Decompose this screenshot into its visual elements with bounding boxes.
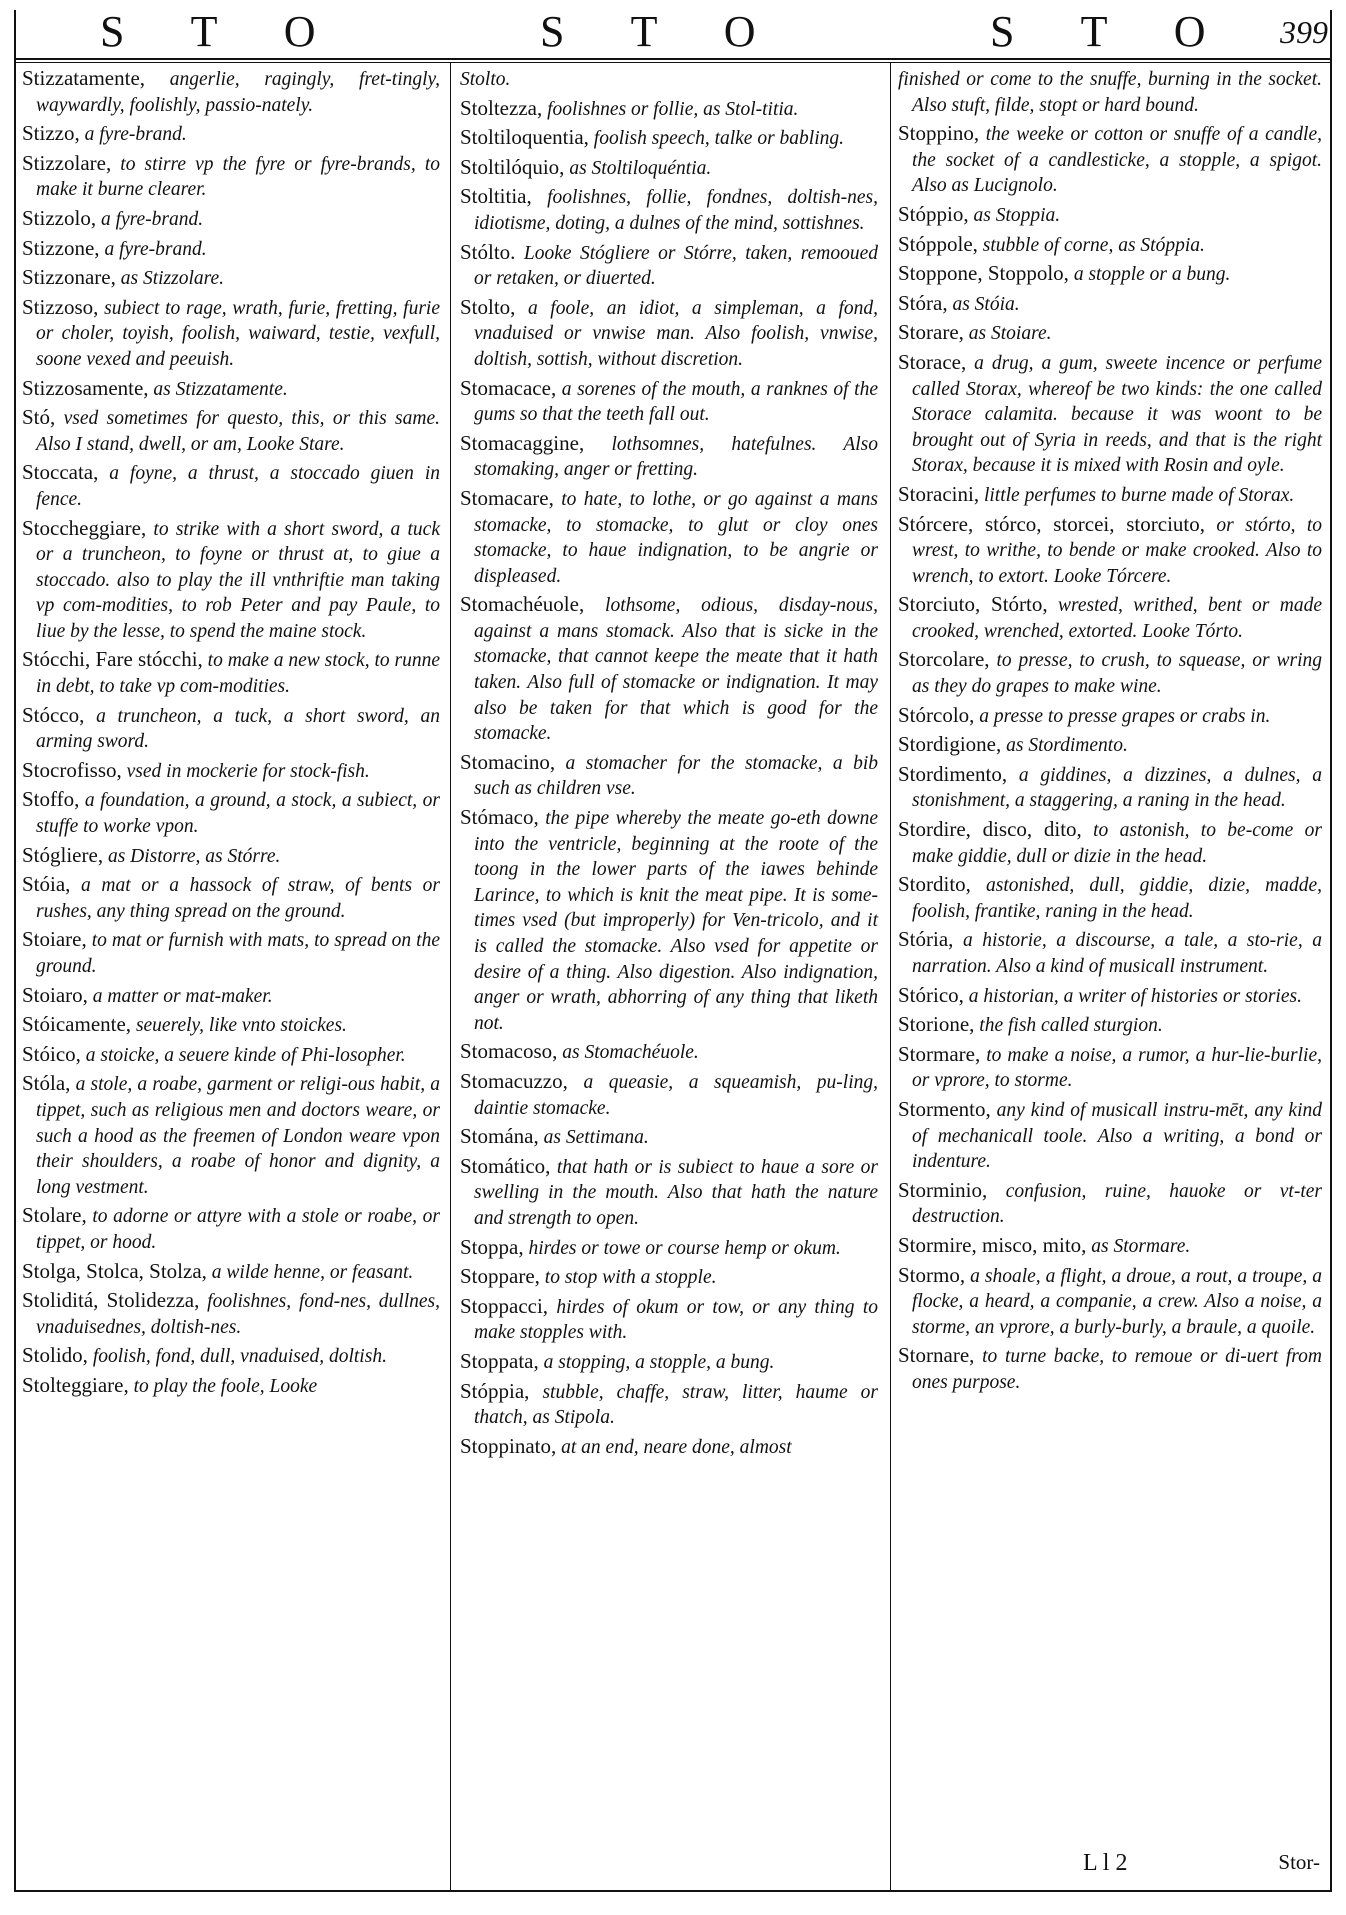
entry-definition: or stórto, to wrest, to writhe, to bende or make crooked. Also to wrench, to extort. Looke Tórcere. — [912, 514, 1322, 587]
entry-headword: Stolga, Stolca, Stolza, — [22, 1258, 207, 1283]
entry-headword: Stoliditá, Stolidezza, — [22, 1288, 200, 1313]
running-head-1: S T O — [100, 7, 344, 56]
dictionary-entry — [22, 516, 440, 645]
entry-headword: Stoppata, — [460, 1348, 539, 1373]
dictionary-entry — [898, 732, 1322, 759]
entry-definition: a foundation, a ground, a stock, a subiect, or stuffe to worke vpon. — [36, 790, 440, 838]
frame-right-rule — [1330, 10, 1332, 1892]
dictionary-entry — [460, 376, 878, 428]
dictionary-entry — [898, 121, 1322, 199]
entry-definition: a fyre-brand. — [96, 208, 204, 230]
entry-headword: Stordito, — [898, 872, 971, 897]
entry-headword: Stóppia, — [460, 1378, 530, 1403]
entry-definition: to turne backe, to remoue or di-uert from ones purpose. — [912, 1346, 1322, 1393]
entry-headword: Stordigione, — [898, 732, 1002, 757]
entry-headword: Stó, — [22, 405, 56, 430]
entry-headword: Stizzo, — [22, 121, 80, 146]
entry-definition: vsed in mockerie for stock-fish. — [121, 760, 370, 782]
entry-definition: to make a new stock, to runne in debt, to take vp com-modities. — [36, 650, 440, 698]
header-rule — [14, 58, 1332, 60]
dictionary-entry — [22, 265, 440, 292]
entry-headword: Stóicamente, — [22, 1012, 132, 1037]
header-rule-inner — [14, 62, 1332, 63]
entry-headword: Stizzoso, — [22, 294, 99, 319]
entry-definition: a foole, an idiot, a simpleman, a fond, vnaduised or vnwise man. Also foolish, vnwise, doltish, sottish, without discretion. — [474, 297, 878, 370]
dictionary-entry — [22, 405, 440, 457]
running-head-2: S T O — [540, 7, 784, 56]
entry-definition: a historie, a discourse, a tale, a sto-rie, a narration. Also a kind of musicall instrument. — [912, 930, 1322, 977]
column-2 — [460, 66, 878, 1463]
entry-headword: Stoppa, — [460, 1234, 524, 1259]
entry-headword: Stóia, — [22, 872, 71, 897]
dictionary-entry — [22, 647, 440, 699]
entry-definition: Stolto. — [460, 69, 511, 90]
entry-definition: stubble of corne, as Stóppia. — [977, 234, 1205, 256]
entry-headword: Stócco, — [22, 702, 85, 727]
entry-definition: a fyre-brand. — [99, 238, 207, 260]
dictionary-entry — [22, 1012, 440, 1039]
entry-headword: Stordimento, — [898, 761, 1008, 786]
dictionary-entry — [460, 805, 878, 1036]
entry-headword: Storione, — [898, 1012, 975, 1037]
entry-headword: Stoppinato, — [460, 1433, 557, 1458]
entry-headword: Stóla, — [22, 1071, 71, 1096]
entry-definition: any kind of musicall instru-mēt, any kind of mechanicall toole. Also a writing, a bond or indenture. — [912, 1099, 1322, 1173]
entry-definition: to stirre vp the fyre or fyre-brands, to make it burne clearer. — [36, 153, 440, 201]
entry-headword: Stornare, — [898, 1343, 975, 1368]
entry-headword: Stoltezza, — [460, 95, 543, 120]
entry-headword: Stóra, — [898, 290, 948, 315]
dictionary-entry — [898, 872, 1322, 924]
entry-definition: a fyre-brand. — [79, 124, 187, 146]
entry-headword: Storminio, — [898, 1177, 988, 1202]
dictionary-entry — [460, 1235, 878, 1262]
entry-headword: Stizzonare, — [22, 265, 116, 290]
dictionary-entry — [898, 1178, 1322, 1230]
entry-headword: Stomacare, — [460, 485, 554, 510]
dictionary-entry — [898, 1042, 1322, 1094]
entry-headword: Storace, — [898, 349, 967, 374]
entry-headword: Stórico, — [898, 982, 964, 1007]
entry-headword: Stizzatamente, — [22, 66, 146, 90]
dictionary-entry — [460, 1039, 878, 1066]
entry-definition: to presse, to crush, to squease, or wring as they do grapes to make wine. — [912, 650, 1322, 698]
page-number: 399 — [1280, 14, 1328, 50]
entry-definition: foolishnes or follie, as Stol-titia. — [542, 98, 799, 120]
dictionary-entry — [22, 1042, 440, 1069]
entry-headword: Stócchi, Fare stócchi, — [22, 647, 203, 672]
dictionary-entry — [22, 295, 440, 373]
footer-rule — [14, 1890, 1332, 1892]
dictionary-entry — [898, 647, 1322, 699]
entry-headword: Stóico, — [22, 1041, 81, 1066]
entry-definition: a foyne, a thrust, a stoccado giuen in fence. — [36, 463, 440, 510]
entry-definition: to make a noise, a rumor, a hur-lie-burlie, or vprore, to storme. — [912, 1044, 1322, 1092]
entry-definition: lothsome, odious, disday-nous, against a mans stomack. Also that is sicke in the stomacke, that cannot keepe the meate that it hath taken. Also full of stomacke or indignation. It may also be taken for that which is good for the stomacke. — [474, 595, 878, 745]
entry-definition: stubble, chaffe, straw, litter, haume or thatch, as Stipola. — [474, 1381, 878, 1429]
dictionary-entry — [460, 240, 878, 292]
entry-headword: Stoppare, — [460, 1264, 540, 1289]
dictionary-entry — [898, 202, 1322, 229]
entry-headword: Stórcolo, — [898, 702, 975, 727]
entry-definition: the weeke or cotton or snuffe of a candle, the socket of a candlesticke, a stopple, a spigot. Also as Lucignolo. — [912, 124, 1322, 197]
entry-headword: Stomacoso, — [460, 1039, 558, 1064]
dictionary-entry — [460, 1349, 878, 1376]
dictionary-entry — [22, 1203, 440, 1255]
entry-definition: as Stomachéuole. — [557, 1042, 699, 1064]
entry-definition: at an end, neare done, almost — [556, 1436, 792, 1458]
dictionary-entry — [898, 817, 1322, 869]
dictionary-entry — [460, 66, 878, 93]
entry-headword: Stolto, — [460, 294, 516, 319]
dictionary-entry — [22, 1343, 440, 1370]
entry-definition: as Stóia. — [947, 293, 1020, 315]
dictionary-entry — [460, 125, 878, 152]
dictionary-entry — [898, 983, 1322, 1010]
entry-headword: Stoiaro, — [22, 982, 88, 1007]
dictionary-entry — [22, 1288, 440, 1340]
dictionary-entry — [22, 460, 440, 512]
entry-definition: to stop with a stopple. — [539, 1267, 717, 1289]
entry-headword: Stocrofisso, — [22, 757, 122, 782]
dictionary-entry — [22, 787, 440, 839]
dictionary-entry — [460, 1154, 878, 1232]
entry-headword: Stoltilóquio, — [460, 154, 565, 179]
column-3 — [898, 66, 1322, 1399]
column-divider-2 — [890, 62, 891, 1890]
entry-definition: lothsomnes, hatefulnes. Also stomaking, anger or fretting. — [474, 433, 878, 481]
dictionary-entry — [22, 206, 440, 233]
entry-definition: the fish called sturgion. — [974, 1015, 1163, 1037]
entry-headword: Stomacace, — [460, 375, 557, 400]
dictionary-entry — [898, 1263, 1322, 1341]
dictionary-entry — [22, 843, 440, 870]
dictionary-entry — [898, 762, 1322, 814]
entry-definition: as Stoltiloquéntia. — [564, 157, 712, 179]
dictionary-entry — [898, 512, 1322, 590]
entry-headword: Stória, — [898, 927, 954, 952]
entry-headword: Stoppone, Stoppolo, — [898, 261, 1069, 286]
entry-definition: to adorne or attyre with a stole or roabe, or tippet, or hood. — [36, 1206, 440, 1253]
entry-definition: a historian, a writer of histories or stories. — [963, 985, 1302, 1007]
entry-definition: that hath or is subiect to haue a sore or swelling in the mouth. Also that hath the nature and strength to open. — [474, 1156, 878, 1229]
column-1 — [22, 66, 440, 1403]
dictionary-entry — [22, 1071, 440, 1200]
entry-definition: seuerely, like vnto stoickes. — [131, 1015, 347, 1037]
entry-definition: foolishnes, follie, fondnes, doltish-nes, idiotisme, doting, a dulnes of the mind, sottishnes. — [474, 187, 878, 234]
entry-definition: a shoale, a flight, a droue, a rout, a troupe, a flocke, a heard, a companie, a crew. Also a noise, a storme, an vprore, a burly-burly, a braule, a quoile. — [912, 1265, 1322, 1338]
entry-headword: Stómaco, — [460, 805, 539, 830]
catchword: Stor- — [1278, 1850, 1320, 1874]
entry-headword: Stóppole, — [898, 231, 978, 256]
entry-definition: to strike with a short sword, a tuck or a truncheon, to foyne or thrust at, to giue a stoccado. also to play the ill vnthriftie man taking vp com-modities, to rob Peter and pay Paule, to liue by the lesse, to spend the maine stock. — [36, 518, 440, 642]
dictionary-entry — [898, 232, 1322, 259]
dictionary-entry — [898, 291, 1322, 318]
entry-headword: Stomático, — [460, 1153, 551, 1178]
entry-definition: as Stordimento. — [1001, 735, 1128, 757]
entry-headword: Stoppino, — [898, 121, 980, 146]
entry-headword: Stolteggiare, — [22, 1372, 129, 1397]
dictionary-entry — [22, 1259, 440, 1286]
dictionary-entry — [22, 121, 440, 148]
entry-definition: subiect to rage, wrath, furie, fretting, furie or choler, toyish, foolish, waiward, testie, vexfull, soone vexed and peeuish. — [36, 297, 440, 370]
dictionary-entry — [898, 261, 1322, 288]
entry-definition: foolish speech, talke or babling. — [588, 128, 845, 150]
dictionary-entry — [898, 1343, 1322, 1395]
dictionary-entry — [22, 703, 440, 755]
entry-definition: a wilde henne, or feasant. — [206, 1261, 414, 1283]
entry-headword: Stormo, — [898, 1262, 966, 1287]
entry-definition: as Distorre, as Stórre. — [103, 845, 281, 867]
entry-definition: a stopping, a stopple, a bung. — [538, 1351, 775, 1373]
entry-headword: Stoffo, — [22, 787, 80, 812]
dictionary-entry — [460, 1124, 878, 1151]
dictionary-entry — [460, 1434, 878, 1461]
entry-definition: as Stizzolare. — [115, 268, 225, 290]
entry-definition: a stopple or a bung. — [1068, 264, 1231, 286]
entry-definition: finished or come to the snuffe, burning in the socket. Also stuft, filde, stopt or hard bound. — [898, 69, 1322, 116]
dictionary-entry — [22, 927, 440, 979]
entry-definition: as Stizzatamente. — [148, 378, 288, 400]
entry-definition: to mat or furnish with mats, to spread on the ground. — [36, 930, 440, 977]
frame-left-rule — [14, 10, 16, 1892]
entry-definition: wrested, writhed, bent or made crooked, wrenched, extorted. Looke Tórto. — [912, 595, 1322, 642]
entry-definition: the pipe whereby the meate go-eth downe into the ventricle, beginning at the roote of the toong in the lower parts of the iawes behinde Larince, to which is knit the meat pipe. It is some-times vsed (but improperly) for Ven-tricolo, and it is called the stomacke. Also vsed for appetite or desire of a thing. Also digestion. Also indignation, anger or wrath, abhorring of any thing that liketh not. — [474, 808, 878, 1034]
entry-headword: Stoccata, — [22, 460, 99, 485]
dictionary-entry — [898, 66, 1322, 118]
entry-definition: a stomacher for the stomacke, a bib such as children vse. — [474, 752, 878, 800]
entry-headword: Storare, — [898, 320, 964, 345]
entry-headword: Stizzosamente, — [22, 375, 149, 400]
entry-definition: Looke Stógliere or Stórre, taken, remooued or retaken, or diuerted. — [474, 242, 878, 290]
entry-headword: Stordire, disco, dito, — [898, 817, 1082, 842]
entry-headword: Stolido, — [22, 1343, 88, 1368]
entry-headword: Stoccheggiare, — [22, 515, 147, 540]
entry-definition: as Settimana. — [538, 1127, 649, 1149]
entry-headword: Stizzolo, — [22, 205, 97, 230]
entry-headword: Stomacaggine, — [460, 430, 585, 455]
entry-headword: Storcolare, — [898, 647, 990, 672]
dictionary-entry — [898, 1097, 1322, 1175]
dictionary-entry — [22, 983, 440, 1010]
entry-headword: Storacini, — [898, 481, 980, 506]
entry-definition: astonished, dull, giddie, dizie, madde, foolish, frantike, raning in the head. — [912, 875, 1322, 922]
entry-definition: to hate, to lothe, or go against a mans stomacke, to stomacke, to glut or cloy ones stomacke, to haue indignation, to be angrie or displeased. — [474, 488, 878, 587]
dictionary-entry — [22, 376, 440, 403]
dictionary-entry — [898, 703, 1322, 730]
entry-headword: Stógliere, — [22, 842, 104, 867]
dictionary-entry — [22, 872, 440, 924]
entry-definition: to play the foole, Looke — [128, 1375, 318, 1397]
entry-definition: a matter or mat-maker. — [87, 985, 273, 1007]
entry-definition: a giddines, a dizzines, a dulnes, a stonishment, a staggering, a raning in the head. — [912, 764, 1322, 812]
dictionary-entry — [460, 486, 878, 589]
entry-definition: a truncheon, a tuck, a short sword, an arming sword. — [36, 705, 440, 753]
entry-headword: Stormare, — [898, 1041, 981, 1066]
entry-definition: to astonish, to be-come or make giddie, dull or dizie in the head. — [912, 820, 1322, 867]
entry-definition: vsed sometimes for questo, this, or this same. Also I stand, dwell, or am, Looke Stare. — [36, 408, 440, 455]
dictionary-entry — [22, 151, 440, 203]
dictionary-entry — [22, 758, 440, 785]
entry-headword: Stomána, — [460, 1124, 539, 1149]
entry-headword: Stoltitia, — [460, 184, 532, 209]
entry-headword: Stórcere, stórco, storcei, storciuto, — [898, 511, 1205, 536]
dictionary-entry — [460, 431, 878, 483]
dictionary-entry — [22, 236, 440, 263]
entry-definition: a queasie, a squeamish, pu-ling, daintie stomacke. — [474, 1071, 878, 1119]
entry-definition: as Stoiare. — [963, 323, 1052, 345]
dictionary-entry — [22, 1373, 440, 1400]
entry-definition: foolishnes, fond-nes, dullnes, vnaduisednes, doltish-nes. — [36, 1291, 440, 1338]
column-divider-1 — [450, 62, 451, 1890]
entry-headword: Stormento, — [898, 1096, 991, 1121]
page-footer — [898, 1850, 1322, 1884]
dictionary-entry — [898, 927, 1322, 979]
entry-headword: Storciuto, Stórto, — [898, 592, 1048, 617]
entry-definition: a stole, a roabe, garment or religi-ous habit, a tippet, such as religious men and doctors weare, or such a hood as the freemen of London weare vpon their shoulders, a roabe of honor and dignity, a long vestment. — [36, 1074, 440, 1198]
entry-headword: Stoltiloquentia, — [460, 125, 589, 150]
dictionary-entry — [460, 592, 878, 747]
entry-headword: Stólto. — [460, 239, 516, 264]
dictionary-entry — [898, 350, 1322, 479]
dictionary-entry — [898, 592, 1322, 644]
dictionary-entry — [22, 66, 440, 118]
dictionary-entry — [898, 320, 1322, 347]
entry-definition: little perfumes to burne made of Storax. — [979, 484, 1295, 506]
entry-definition: a presse to presse grapes or crabs in. — [974, 705, 1271, 727]
entry-definition: confusion, ruine, hauoke or vt-ter destruction. — [912, 1180, 1322, 1228]
dictionary-entry — [898, 482, 1322, 509]
running-head-3: S T O — [990, 7, 1234, 56]
entry-headword: Stomachéuole, — [460, 592, 585, 617]
entry-headword: Stizzolare, — [22, 150, 112, 175]
entry-headword: Stoiare, — [22, 927, 87, 952]
entry-headword: Stóppio, — [898, 201, 969, 226]
entry-definition: hirdes or towe or course hemp or okum. — [523, 1237, 841, 1259]
dictionary-entry — [898, 1012, 1322, 1039]
dictionary-entry — [898, 1233, 1322, 1260]
entry-headword: Stoppacci, — [460, 1293, 549, 1318]
dictionary-entry — [460, 155, 878, 182]
dictionary-entry — [460, 96, 878, 123]
dictionary-entry — [460, 1069, 878, 1121]
dictionary-entry — [460, 1379, 878, 1431]
entry-definition: foolish, fond, dull, vnaduised, doltish. — [87, 1346, 387, 1368]
entry-definition: a drug, a gum, sweete incence or perfume called Storax, whereof be two kinds: the one called Storace calamita. because it was woont to be brought out of Syria in reeds, and that is the right Storax, because it is mixed with Rosin and oyle. — [912, 352, 1322, 477]
dictionary-entry — [460, 1294, 878, 1346]
dictionary-entry — [460, 1264, 878, 1291]
entry-headword: Stomacino, — [460, 749, 556, 774]
entry-headword: Stolare, — [22, 1203, 87, 1228]
entry-definition: as Stoppia. — [968, 204, 1061, 226]
entry-headword: Stormire, misco, mito, — [898, 1232, 1087, 1257]
entry-definition: a sorenes of the mouth, a ranknes of the gums so that the teeth fall out. — [474, 378, 878, 426]
dictionary-entry — [460, 750, 878, 802]
entry-definition: angerlie, ragingly, fret-tingly, waywardly, foolishly, passio-nately. — [36, 69, 440, 116]
entry-definition: hirdes of okum or tow, or any thing to make stopples with. — [474, 1296, 878, 1344]
entry-headword: Stomacuzzo, — [460, 1068, 568, 1093]
dictionary-entry — [460, 184, 878, 236]
entry-headword: Stizzone, — [22, 235, 100, 260]
dictionary-entry — [460, 295, 878, 373]
signature-mark: L l 2 — [1083, 1850, 1128, 1876]
entry-definition: as Stormare. — [1086, 1235, 1191, 1257]
entry-definition: a mat or a hassock of straw, of bents or rushes, any thing spread on the ground. — [36, 875, 440, 922]
entry-definition: a stoicke, a seuere kinde of Phi-losopher. — [80, 1044, 406, 1066]
